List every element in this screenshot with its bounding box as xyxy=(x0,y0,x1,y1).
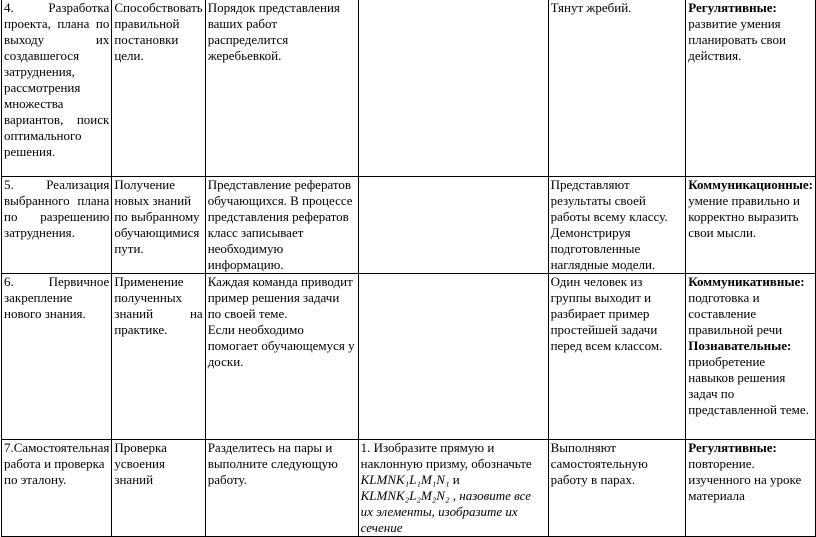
uud-cell xyxy=(686,439,816,536)
stage-cell xyxy=(2,0,112,176)
uud-text: развитие умения планировать свои действия. xyxy=(688,16,786,63)
goal-cell xyxy=(112,176,205,273)
uud-label: Познавательные: xyxy=(688,337,792,353)
prism-name: KLMNK₂L₂M₂N₂ xyxy=(360,487,450,503)
uud-cell xyxy=(686,0,816,176)
task-italic-text: , назовите все их элементы, изобразите их сечение xyxy=(360,487,531,535)
goal-text: Применение полученных знаний на практике. xyxy=(114,273,203,337)
uud-label: Коммуникативные: xyxy=(688,273,805,289)
students-cell xyxy=(548,0,686,176)
uud-text: подготовка и составление правильной речи xyxy=(688,289,783,337)
stage-cell xyxy=(2,273,112,439)
uud-label: Регулятивные: xyxy=(688,439,777,455)
uud-label: Коммуникационные: xyxy=(688,176,813,192)
stage-text: 6. Первичное закрепление нового знания. xyxy=(4,273,110,321)
goal-cell xyxy=(112,439,205,536)
stage-cell xyxy=(2,176,112,273)
stage-text: 5. Реализация выбранного плана по разрешению затруднения. xyxy=(4,176,110,240)
teacher-text: Порядок представления ваших работ распределится жеребьевкой. xyxy=(207,0,340,63)
students-cell xyxy=(548,176,686,273)
uud-text: повторение. изученного на уроке материала xyxy=(688,455,802,503)
teacher-cell xyxy=(205,273,358,439)
table-row xyxy=(2,0,816,176)
table-row xyxy=(2,176,816,273)
students-cell xyxy=(548,439,686,536)
goal-text: Получение новых знаний по выбранному обучающимися пути. xyxy=(114,176,200,256)
uud-text: приобретение навыков решения задач по представленной теме. xyxy=(688,353,809,417)
students-text: Один человек из группы выходит и разбирает пример простейшей задачи перед всем классом. xyxy=(550,273,663,353)
goal-cell xyxy=(112,0,205,176)
teacher-text: Если необходимо помогает обучающемуся у доски. xyxy=(207,321,355,369)
stage-text: 4. Разработка проекта, плана по выходу их создавшегося затруднения, рассмотрения множества вариантов, поиск оптимального решения. xyxy=(4,0,110,159)
table-row xyxy=(2,439,816,536)
goal-cell xyxy=(112,273,205,439)
table-row xyxy=(2,273,816,439)
students-text: Представляют результаты своей работы всему классу. Демонстрируя подготовленные наглядные модели. xyxy=(550,176,668,272)
lesson-plan-table xyxy=(1,0,816,537)
task-cell xyxy=(358,176,548,273)
teacher-cell xyxy=(205,176,358,273)
teacher-cell xyxy=(205,439,358,536)
task-cell xyxy=(358,273,548,439)
teacher-text: Представление рефератов обучающихся. В процессе представления рефератов класс записывает необходимую информацию. xyxy=(207,176,353,272)
task-and: и xyxy=(452,471,460,487)
goal-text: Проверка усвоения знаний xyxy=(114,439,167,487)
stage-cell xyxy=(2,439,112,536)
task-cell xyxy=(358,439,548,536)
teacher-text: Каждая команда приводит пример решения задачи по своей теме. xyxy=(207,273,353,321)
teacher-text: Разделитесь на пары и выполните следующую работу. xyxy=(207,439,338,487)
uud-label: Регулятивные: xyxy=(688,0,777,15)
task-text: 1. Изобразите прямую и наклонную призму, обозначьте xyxy=(360,439,532,471)
teacher-cell xyxy=(205,0,358,176)
uud-cell xyxy=(686,176,816,273)
students-text: Тянут жребий. xyxy=(550,0,632,15)
uud-cell xyxy=(686,273,816,439)
uud-text: умение правильно и корректно выразить свои мысли. xyxy=(688,192,800,240)
students-cell xyxy=(548,273,686,439)
task-cell xyxy=(358,0,548,176)
goal-text: Способствовать правильной постановки цели. xyxy=(114,0,203,63)
students-text: Выполняют самостоятельную работу в парах. xyxy=(550,439,648,487)
stage-text: 7.Самостоятельная работа и проверка по эталону. xyxy=(4,439,110,487)
prism-name: KLMNK₁L₁M₁N₁ xyxy=(360,471,450,487)
